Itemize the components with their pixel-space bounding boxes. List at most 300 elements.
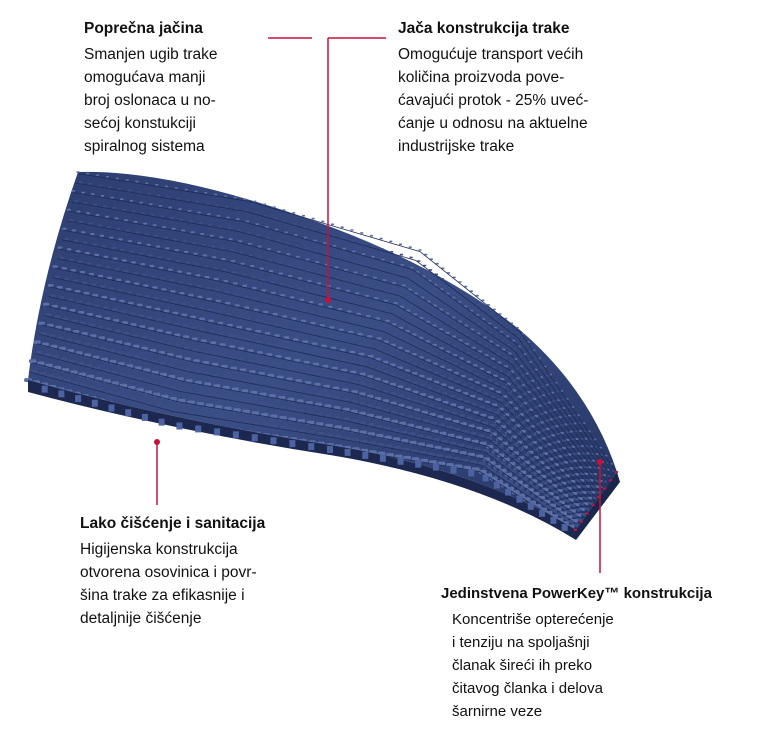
belt-link [418,249,421,251]
belt-link [380,238,383,240]
belt-link [168,269,173,271]
belt-link [128,190,131,192]
powerkey-mark [609,479,612,481]
belt-link [96,214,100,216]
belt-link [255,223,259,225]
callout-line: spiralnog sistema [84,138,205,155]
belt-link [74,240,79,242]
belt-link [215,204,218,206]
belt-link [126,179,129,181]
belt-link [72,229,76,231]
belt-link [200,233,204,235]
belt-link [196,201,199,203]
callout-line: Higijenska konstrukcija [80,541,238,558]
powerkey-mark [580,521,583,523]
callout-line: otvorena osovinica i povr- [80,564,257,581]
belt-link [335,277,339,279]
edge-opening [214,428,220,435]
belt-link [364,284,368,286]
callout-line: šina trake za efikasnije i [80,587,245,604]
belt-link [135,181,138,183]
edge-opening [92,400,98,407]
belt-link [293,223,296,225]
belt-link [237,229,241,231]
belt-link [175,249,179,251]
belt-link [206,203,209,205]
belt-link [81,192,85,194]
belt-link [165,186,168,188]
edge-opening [308,443,314,450]
belt-link [277,251,281,253]
belt-link [149,203,153,205]
belt-link [88,223,92,225]
edge-opening [125,409,131,416]
callout-line: industrijske trake [398,138,515,155]
belt-link [81,231,85,233]
belt-link [303,226,306,228]
belt-link [383,290,387,292]
edge-opening [562,524,568,531]
belt-link [118,188,121,190]
callout-line: ćavajući protok - 25% uveć- [398,92,589,109]
belt-link [79,181,82,183]
belt-link [100,235,104,237]
belt-link [167,196,170,198]
callout-powerkey [441,584,712,723]
belt-link [111,247,116,249]
belt-link [184,251,188,253]
belt-link [53,265,58,268]
belt-link [381,259,385,261]
belt-link [410,267,414,269]
belt-link [170,217,174,219]
callout-line: i tenziju na spoljašnji [452,634,590,651]
edge-opening [550,517,556,524]
belt-link [143,223,147,225]
edge-opening [539,510,545,517]
edge-opening [415,461,421,468]
callout-line: detaljnije čišćenje [80,610,202,627]
belt-link [108,186,111,188]
belt-link [155,184,158,186]
belt-link [278,262,282,264]
belt-link [43,303,49,306]
belt-link [69,219,73,221]
belt-link [139,253,144,255]
belt-link [76,211,80,213]
belt-link [352,251,356,253]
callout-stronger-construction [398,19,588,158]
belt-link [205,276,210,278]
belt-link [215,289,220,292]
belt-link [354,282,358,284]
belt-link [259,268,263,270]
belt-link [230,249,234,251]
edge-opening [233,431,239,438]
belt-link [401,274,405,276]
belt-link [400,254,403,256]
belt-link [102,245,107,247]
belt-link [296,256,300,258]
belt-link [167,258,172,260]
belt-link [294,234,298,236]
belt-link [132,210,136,212]
belt-link [239,252,243,254]
belt-link [389,241,392,243]
belt-link [350,229,353,231]
pointer-bottom-left-dot [154,439,160,445]
belt-link [78,261,83,264]
belt-link [236,218,240,220]
belt-link [186,272,191,274]
edge-opening [528,503,534,510]
belt-link [268,259,272,261]
belt-link [333,245,337,247]
belt-link [245,209,248,211]
belt-link [409,246,412,248]
edge-opening [109,405,115,412]
belt-link [110,197,114,199]
belt-link [409,257,412,259]
belt-link [93,204,97,206]
belt-link [157,256,162,258]
belt-link [211,245,215,247]
callout-title: Poprečna jačina [84,20,203,37]
belt-link [145,182,148,184]
belt-link [194,263,199,265]
belt-link [113,207,117,209]
belt-link [157,195,160,197]
edge-opening [195,425,201,432]
edge-opening [176,423,182,430]
belt-link [353,261,357,263]
belt-link [48,284,54,287]
belt-link [314,250,318,252]
belt-link [244,198,247,200]
belt-link [156,246,160,248]
belt-link [96,174,99,176]
belt-link [124,270,129,273]
belt-link [334,266,338,268]
belt-link [87,262,92,265]
belt-link [292,212,295,214]
belt-link [263,204,266,206]
belt-link [129,251,134,253]
powerkey-mark [586,512,589,514]
belt-link [304,237,308,239]
belt-link [363,264,367,266]
callout-line: šarnirne veze [452,703,543,720]
belt-link [390,251,393,253]
belt-link [242,285,247,287]
belt-link [363,274,367,276]
edge-opening [451,467,457,474]
belt-link [197,212,201,214]
belt-link [201,244,205,246]
belt-link [180,219,184,221]
belt-link [176,260,181,262]
belt-link [214,278,219,280]
belt-link [116,178,119,180]
belt-link [351,240,354,242]
belt-link [120,249,125,251]
edge-opening [142,414,148,421]
callout-title: Jedinstvena PowerKey™ konstrukcija [441,585,712,602]
belt-link [118,238,122,240]
belt-link [220,247,224,249]
belt-link [284,220,287,222]
pointer-top-right-dot [325,297,331,303]
callout-easy-cleaning [80,514,265,630]
belt-link [391,261,395,263]
belt-link [224,195,227,197]
belt-link [302,215,305,217]
belt-link [229,238,233,240]
belt-link [164,237,168,239]
belt-link [148,254,153,256]
belt-link [282,209,285,211]
belt-link [204,265,209,267]
belt-link [332,234,335,236]
belt-link [259,257,263,259]
belt-link [67,209,71,211]
belt-link [371,246,374,248]
belt-link [254,212,257,214]
belt-link [89,183,92,185]
belt-link [183,240,187,242]
belt-link [374,287,378,289]
belt-link [346,290,350,292]
belt-link [204,192,207,194]
belt-link [188,210,192,212]
edge-opening [505,489,511,496]
belt-link [203,254,207,256]
belt-link [279,273,283,275]
belt-link [267,248,271,250]
belt-link [221,258,225,260]
belt-link [392,282,396,284]
belt-link [181,230,185,232]
belt-link [98,185,101,187]
belt-link [199,222,203,224]
belt-link [192,242,196,244]
edge-opening [42,386,48,393]
belt-link [207,213,211,215]
belt-link [172,228,176,230]
belt-link [186,199,189,201]
powerkey-mark [574,529,577,531]
belt-link [98,224,102,226]
belt-link [76,250,81,252]
belt-link [154,235,158,237]
belt-link [217,215,221,217]
belt-link [72,190,76,192]
belt-link [247,232,251,234]
belt-link [297,267,301,269]
belt-link [238,240,242,242]
belt-link [84,202,88,204]
callout-body [441,608,712,723]
belt-link [360,232,363,234]
edge-opening [58,390,64,397]
callout-line: ćanje u odnosu na aktuelne [398,115,588,132]
powerkey-mark [592,504,595,506]
belt-link [91,193,95,195]
belt-link [146,244,150,246]
belt-link [128,240,132,242]
belt-link [285,242,289,244]
belt-link [176,198,179,200]
belt-link [361,243,364,245]
belt-link [372,266,376,268]
belt-link [306,259,310,261]
belt-link [150,265,155,267]
edge-opening [517,496,523,503]
belt-link [264,215,267,217]
belt-link [162,226,166,228]
belt-link [115,217,119,219]
belt-link [288,275,292,277]
belt-link [370,235,373,237]
belt-link [316,272,320,274]
belt-link [103,205,107,207]
belt-link [274,218,277,220]
belt-link [159,205,163,207]
belt-link [105,216,109,218]
callout-line: sećoj konstukciji [84,115,196,132]
belt-link [225,206,228,208]
belt-link [313,240,317,242]
belt-link [373,277,377,279]
belt-link [323,242,327,244]
belt-link [343,258,347,260]
belt-link [210,235,214,237]
belt-link [134,221,138,223]
edge-opening [289,440,295,447]
belt-link [218,226,222,228]
belt-link [153,224,157,226]
belt-link [269,270,273,272]
belt-link [117,228,121,230]
belt-link [257,234,261,236]
callout-body [84,43,218,158]
belt-link [151,214,155,216]
belt-link [62,228,66,230]
belt-link [222,269,227,271]
belt-link [317,282,321,284]
edge-opening [494,482,500,489]
belt-link [139,202,143,204]
belt-link [374,297,378,299]
belt-link [137,242,141,244]
belt-link [173,238,177,240]
belt-link [161,216,165,218]
belt-link [306,269,310,271]
belt-link [141,212,145,214]
belt-link [145,233,149,235]
belt-link [90,233,94,235]
belt-link [212,256,216,258]
belt-link [131,261,136,263]
belt-link [193,253,197,255]
belt-link [64,238,69,240]
callout-line: omogućava manji [84,69,206,86]
belt-link [74,200,78,202]
belt-link [312,218,315,220]
belt-link [248,243,252,245]
belt-link [194,190,197,192]
belt-link [86,173,89,175]
belt-link [313,229,316,231]
callout-transverse-strength [84,19,218,158]
edge-opening [433,464,439,471]
belt-link [382,279,386,281]
curved-belt [24,171,620,540]
belt-link [287,264,291,266]
powerkey-mark [603,488,606,490]
belt-link [208,224,212,226]
belt-link [276,240,280,242]
edge-opening [398,458,404,465]
callout-title: Lako čišćenje i sanitacija [80,515,266,532]
belt-link [124,219,128,221]
belt-link [402,285,406,287]
callout-title: Jača konstrukcija trake [398,20,570,37]
edge-opening [345,449,351,456]
belt-link [235,208,238,210]
belt-link [109,237,113,239]
belt-link [393,302,397,304]
edge-opening [468,470,474,477]
belt-link [213,267,218,269]
belt-link [273,206,276,208]
belt-link [189,221,193,223]
powerkey-mark [615,471,618,473]
belt-link [79,221,83,223]
belt-link [94,254,99,256]
belt-link [399,244,402,246]
callout-body [398,43,588,158]
callout-line: broj oslonaca u no- [84,92,216,109]
belt-link [231,260,235,262]
belt-link [165,247,169,249]
callout-line: članak šireći ih preko [452,657,593,674]
belt-link [168,207,172,209]
belt-link [147,193,150,195]
callout-line: Omogućuje transport većih [398,46,584,63]
belt-link [214,194,217,196]
belt-link [345,279,349,281]
belt-link [253,201,256,203]
edge-opening [159,419,165,426]
edge-opening [483,475,489,482]
belt-link [305,248,309,250]
belt-link [159,267,164,269]
belt-link [135,231,139,233]
belt-link [391,272,395,274]
belt-link [85,252,90,254]
belt-link [298,277,302,279]
belt-link [275,229,279,231]
callout-line: čitavog članka i delova [452,680,603,697]
edge-opening [380,455,386,462]
belt-link [265,226,269,228]
belt-link [76,171,79,173]
belt-link [34,340,41,344]
belt-link [342,248,346,250]
belt-link [185,262,190,264]
belt-link [113,258,118,260]
